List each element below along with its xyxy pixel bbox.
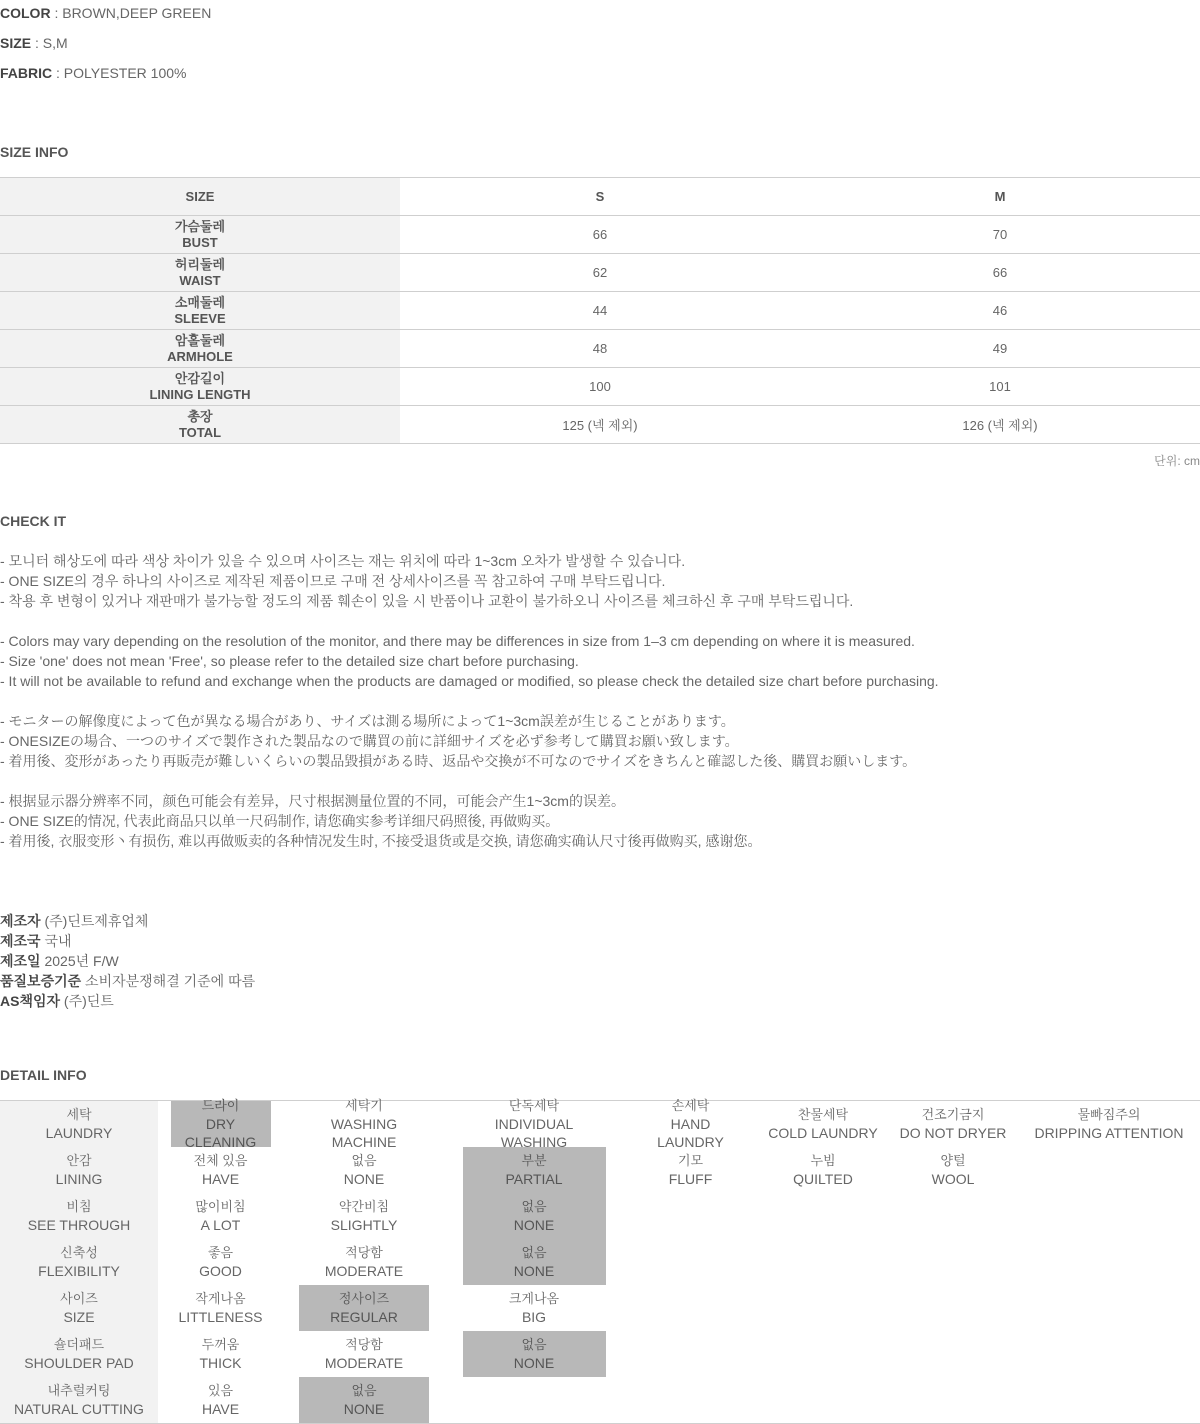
measure-label-en: LINING LENGTH bbox=[149, 386, 251, 402]
measure-label bbox=[0, 254, 400, 292]
detail-option bbox=[158, 1193, 283, 1239]
detail-option-box bbox=[9, 1285, 149, 1331]
size-spec bbox=[0, 35, 68, 51]
detail-option-selected bbox=[171, 1098, 271, 1150]
detail-en: PARTIAL bbox=[505, 1171, 563, 1187]
detail-en: SLIGHTLY bbox=[330, 1217, 398, 1233]
detail-option-box bbox=[898, 1101, 1008, 1147]
detail-ko: 없음 bbox=[351, 1153, 377, 1168]
detail-option-box bbox=[9, 1147, 149, 1193]
size-header-m: M bbox=[800, 178, 1200, 216]
detail-ko: 단독세탁 bbox=[508, 1098, 560, 1113]
detail-option bbox=[1018, 1239, 1200, 1285]
country-label: 제조국 bbox=[0, 933, 41, 949]
detail-option bbox=[888, 1193, 1018, 1239]
check-it-title: CHECK IT bbox=[0, 513, 67, 529]
manufacturer-row bbox=[0, 911, 255, 931]
detail-option-box bbox=[463, 1098, 606, 1150]
detail-option-box bbox=[299, 1239, 429, 1285]
detail-option bbox=[888, 1331, 1018, 1377]
check-it-korean bbox=[0, 551, 853, 611]
detail-ko: 양털 bbox=[940, 1153, 966, 1168]
measure-label bbox=[0, 292, 400, 330]
detail-table bbox=[0, 1100, 1200, 1424]
detail-en: COLD LAUNDRY bbox=[768, 1125, 878, 1141]
detail-ko: 전체 있음 bbox=[193, 1153, 248, 1168]
detail-option bbox=[1018, 1377, 1200, 1424]
size-value-s: 48 bbox=[400, 330, 800, 368]
detail-ko: 적당함 bbox=[345, 1245, 383, 1260]
detail-option bbox=[158, 1147, 283, 1193]
detail-option bbox=[888, 1147, 1018, 1193]
measure-label bbox=[0, 406, 400, 444]
check-line: - Colors may vary depending on the resolution of the monitor, and there may be differences in size from 1–3 cm depending on where it is measured. bbox=[0, 633, 915, 649]
detail-option bbox=[283, 1377, 445, 1424]
manufacturer-value: (주)딘트제휴업체 bbox=[40, 913, 149, 929]
detail-en: MODERATE bbox=[324, 1355, 404, 1371]
detail-option bbox=[623, 1239, 758, 1285]
color-label: COLOR bbox=[0, 5, 51, 21]
detail-ko: 찬물세탁 bbox=[797, 1107, 849, 1122]
table-row bbox=[0, 368, 1200, 406]
measure-label-en: BUST bbox=[182, 234, 218, 250]
detail-ko: 건조기금지 bbox=[921, 1107, 985, 1122]
detail-ko: 두꺼움 bbox=[201, 1337, 240, 1352]
table-row bbox=[0, 254, 1200, 292]
detail-en: NONE bbox=[343, 1401, 385, 1417]
detail-option bbox=[283, 1098, 445, 1150]
fabric-label: FABRIC bbox=[0, 65, 53, 81]
detail-option-selected bbox=[463, 1239, 606, 1285]
maker-info bbox=[0, 911, 255, 1011]
detail-option-box bbox=[1034, 1101, 1184, 1147]
detail-ko: 안감 bbox=[66, 1153, 92, 1168]
detail-en: NATURAL CUTTING bbox=[14, 1401, 144, 1417]
detail-row bbox=[0, 1193, 1200, 1239]
detail-ko: 세탁기 bbox=[345, 1098, 383, 1113]
check-line: - 着用後, 衣服变形丶有损伤, 难以再做贩卖的各种情况发生时, 不接受退货或是交换, 请您确实确认尺寸後再做购买, 感谢您。 bbox=[0, 833, 762, 849]
detail-option-selected bbox=[463, 1147, 606, 1193]
detail-row bbox=[0, 1239, 1200, 1285]
detail-option-box bbox=[9, 1193, 149, 1239]
detail-ko: 숄더패드 bbox=[53, 1337, 105, 1352]
detail-option bbox=[158, 1331, 283, 1377]
check-line: - モニターの解像度によって色が異なる場合があり、サイズは測る場所によって1~3cm誤差が生じることがあります。 bbox=[0, 713, 735, 729]
as-value: (주)딘트 bbox=[60, 993, 114, 1009]
detail-option bbox=[445, 1193, 623, 1239]
detail-option-box bbox=[463, 1285, 606, 1331]
detail-option-selected bbox=[463, 1331, 606, 1377]
detail-ko: 좋음 bbox=[207, 1245, 234, 1260]
detail-option-box bbox=[299, 1331, 429, 1377]
unit-note: 단위: cm bbox=[1154, 454, 1200, 468]
size-value-m: 70 bbox=[800, 216, 1200, 254]
detail-option bbox=[283, 1147, 445, 1193]
detail-en: GOOD bbox=[199, 1263, 242, 1279]
detail-option-box bbox=[299, 1147, 429, 1193]
detail-en: REGULAR bbox=[330, 1309, 398, 1325]
detail-ko: 신축성 bbox=[60, 1245, 98, 1260]
detail-en: NONE bbox=[513, 1263, 555, 1279]
detail-en: THICK bbox=[199, 1355, 242, 1371]
check-it-japanese bbox=[0, 711, 916, 771]
check-line: - 根据显示器分辨率不同，颜色可能会有差异，尺寸根据测量位置的不同，可能会产生1~3cm的误差。 bbox=[0, 793, 625, 809]
detail-option bbox=[1018, 1193, 1200, 1239]
detail-option bbox=[888, 1285, 1018, 1331]
as-label: AS책임자 bbox=[0, 993, 61, 1009]
detail-category bbox=[0, 1101, 158, 1148]
detail-en: LAUNDRY bbox=[45, 1125, 113, 1141]
detail-option-box bbox=[9, 1331, 149, 1377]
detail-en: HAVE bbox=[201, 1401, 240, 1417]
detail-ko: 적당함 bbox=[345, 1337, 383, 1352]
detail-en: MODERATE bbox=[324, 1263, 404, 1279]
size-value-s: 44 bbox=[400, 292, 800, 330]
size-value-m: 46 bbox=[800, 292, 1200, 330]
detail-ko: 정사이즈 bbox=[338, 1291, 390, 1306]
color-spec bbox=[0, 5, 211, 21]
measure-label-en: ARMHOLE bbox=[167, 348, 233, 364]
detail-option-box bbox=[9, 1239, 149, 1285]
size-value-s: 66 bbox=[400, 216, 800, 254]
detail-option bbox=[283, 1239, 445, 1285]
detail-ko: 작게나옴 bbox=[195, 1291, 246, 1306]
detail-en: DO NOT DRYER bbox=[899, 1125, 1007, 1141]
detail-option-box bbox=[636, 1098, 746, 1150]
detail-option bbox=[758, 1193, 888, 1239]
detail-ko: 드라이 bbox=[201, 1098, 240, 1113]
measure-label-ko: 안감길이 bbox=[174, 370, 226, 386]
detail-option bbox=[888, 1239, 1018, 1285]
detail-option bbox=[1018, 1331, 1200, 1377]
measure-label-en: SLEEVE bbox=[174, 310, 226, 326]
measure-label bbox=[0, 330, 400, 368]
check-line: - 着用後、変形があったり再販売が難しいくらいの製品毀損がある時、返品や交換が不可なのでサイズをきちんと確認した後、購買お願いします。 bbox=[0, 753, 917, 769]
detail-category bbox=[0, 1193, 158, 1239]
detail-ko: 약간비침 bbox=[338, 1199, 390, 1214]
detail-en: SHOULDER PAD bbox=[24, 1355, 134, 1371]
detail-en: WASHING MACHINE bbox=[330, 1116, 398, 1150]
detail-option bbox=[158, 1098, 283, 1150]
detail-en: A LOT bbox=[200, 1217, 241, 1233]
quality-value: 소비자분쟁해결 기준에 따름 bbox=[81, 973, 256, 989]
detail-en: HAVE bbox=[201, 1171, 240, 1187]
detail-category bbox=[0, 1377, 158, 1424]
check-it-chinese bbox=[0, 791, 761, 851]
detail-option-box bbox=[9, 1377, 149, 1423]
check-line: - Size 'one' does not mean 'Free', so please refer to the detailed size chart before purchasing. bbox=[0, 653, 579, 669]
detail-option bbox=[158, 1377, 283, 1424]
detail-option bbox=[888, 1377, 1018, 1424]
detail-ko: 기모 bbox=[677, 1153, 704, 1168]
detail-en: HAND LAUNDRY bbox=[657, 1116, 724, 1150]
table-row bbox=[0, 330, 1200, 368]
measure-label-ko: 허리둘레 bbox=[174, 256, 226, 272]
size-value-s: 62 bbox=[400, 254, 800, 292]
detail-option-box bbox=[171, 1285, 271, 1331]
table-row bbox=[0, 406, 1200, 444]
size-header-s: S bbox=[400, 178, 800, 216]
size-value-m: 66 bbox=[800, 254, 1200, 292]
check-line: - ONE SIZE的情况, 代表此商品只以单一尺码制作, 请您确实参考详细尺码照後, 再做购买。 bbox=[0, 813, 560, 829]
detail-row bbox=[0, 1147, 1200, 1193]
detail-en: INDIVIDUAL WASHING bbox=[494, 1116, 574, 1150]
detail-en: NONE bbox=[513, 1217, 555, 1233]
detail-en: WOOL bbox=[931, 1171, 975, 1187]
size-table-header bbox=[0, 178, 1200, 216]
check-it-english bbox=[0, 631, 939, 691]
detail-en: SIZE bbox=[63, 1309, 95, 1325]
detail-option bbox=[283, 1331, 445, 1377]
detail-en: DRIPPING ATTENTION bbox=[1034, 1125, 1184, 1141]
detail-ko: 물빠짐주의 bbox=[1077, 1107, 1141, 1122]
detail-option-box bbox=[171, 1239, 271, 1285]
detail-info-title: DETAIL INFO bbox=[0, 1067, 87, 1083]
size-header-label: SIZE bbox=[0, 178, 400, 216]
table-row bbox=[0, 216, 1200, 254]
detail-option bbox=[623, 1285, 758, 1331]
check-line: - 착용 후 변형이 있거나 재판매가 불가능할 정도의 제품 훼손이 있을 시 반품이나 교환이 불가하오니 사이즈를 체크하신 후 구매 부탁드립니다. bbox=[0, 593, 854, 609]
date-row bbox=[0, 951, 255, 971]
check-line: - 모니터 해상도에 따라 색상 차이가 있을 수 있으며 사이즈는 재는 위치에 따라 1~3cm 오차가 발생할 수 있습니다. bbox=[0, 553, 686, 569]
detail-option bbox=[283, 1193, 445, 1239]
detail-ko: 없음 bbox=[521, 1245, 547, 1260]
quality-label: 품질보증기준 bbox=[0, 973, 82, 989]
detail-option-box bbox=[9, 1101, 149, 1147]
detail-option bbox=[623, 1147, 758, 1193]
detail-option-box bbox=[299, 1098, 429, 1150]
size-value-s: 125 (넥 제외) bbox=[400, 406, 800, 444]
detail-option-box bbox=[171, 1193, 271, 1239]
detail-category bbox=[0, 1239, 158, 1285]
detail-option-box bbox=[768, 1101, 878, 1147]
table-row bbox=[0, 292, 1200, 330]
detail-category bbox=[0, 1147, 158, 1193]
fabric-spec bbox=[0, 65, 186, 81]
detail-ko: 비침 bbox=[66, 1199, 92, 1214]
detail-en: FLUFF bbox=[668, 1171, 713, 1187]
detail-en: DRY CLEANING bbox=[184, 1116, 257, 1150]
detail-option-selected bbox=[299, 1285, 429, 1331]
detail-ko: 있음 bbox=[207, 1383, 234, 1398]
detail-ko: 많이비침 bbox=[195, 1199, 246, 1214]
detail-option bbox=[623, 1098, 758, 1150]
measure-label-en: TOTAL bbox=[178, 424, 222, 440]
detail-en: LINING bbox=[55, 1171, 103, 1187]
detail-ko: 세탁 bbox=[66, 1107, 92, 1122]
check-line: - ONE SIZE의 경우 하나의 사이즈로 제작된 제품이므로 구매 전 상세사이즈를 꼭 참고하여 구매 부탁드립니다. bbox=[0, 573, 666, 589]
detail-en: NONE bbox=[343, 1171, 385, 1187]
detail-option bbox=[623, 1377, 758, 1424]
detail-option bbox=[623, 1331, 758, 1377]
check-line: - It will not be available to refund and exchange when the products are damaged or modified, so please check the detailed size chart before purchasing. bbox=[0, 673, 939, 689]
detail-option bbox=[758, 1377, 888, 1424]
measure-label bbox=[0, 368, 400, 406]
detail-ko: 없음 bbox=[351, 1383, 377, 1398]
fabric-value: : POLYESTER 100% bbox=[52, 65, 187, 81]
detail-option bbox=[445, 1147, 623, 1193]
detail-option bbox=[758, 1101, 888, 1148]
detail-option-box bbox=[768, 1147, 878, 1193]
detail-category bbox=[0, 1331, 158, 1377]
detail-option bbox=[445, 1377, 623, 1424]
size-value-m: 126 (넥 제외) bbox=[800, 406, 1200, 444]
date-value: 2025년 F/W bbox=[40, 953, 119, 969]
detail-option bbox=[283, 1285, 445, 1331]
detail-row bbox=[0, 1377, 1200, 1424]
detail-option bbox=[758, 1239, 888, 1285]
detail-en: NONE bbox=[513, 1355, 555, 1371]
detail-option bbox=[1018, 1101, 1200, 1148]
size-label: SIZE bbox=[0, 35, 32, 51]
detail-en: FLEXIBILITY bbox=[38, 1263, 120, 1279]
detail-option-box bbox=[636, 1147, 746, 1193]
detail-en: BIG bbox=[521, 1309, 547, 1325]
size-value: : S,M bbox=[31, 35, 68, 51]
detail-option bbox=[445, 1331, 623, 1377]
manufacturer-label: 제조자 bbox=[0, 913, 41, 929]
size-value-m: 101 bbox=[800, 368, 1200, 406]
detail-ko: 내추럴커팅 bbox=[47, 1383, 111, 1398]
detail-option bbox=[445, 1239, 623, 1285]
size-value-s: 100 bbox=[400, 368, 800, 406]
measure-label-ko: 소매둘레 bbox=[174, 294, 226, 310]
detail-en: LITTLENESS bbox=[178, 1309, 263, 1325]
detail-option-box bbox=[299, 1193, 429, 1239]
size-info-title: SIZE INFO bbox=[0, 144, 69, 160]
detail-option bbox=[623, 1193, 758, 1239]
detail-ko: 크게나옴 bbox=[508, 1291, 560, 1306]
detail-option bbox=[445, 1098, 623, 1150]
detail-option bbox=[1018, 1285, 1200, 1331]
detail-ko: 누빔 bbox=[810, 1153, 836, 1168]
detail-row bbox=[0, 1285, 1200, 1331]
detail-ko: 손세탁 bbox=[671, 1098, 710, 1113]
detail-option bbox=[158, 1239, 283, 1285]
detail-ko: 없음 bbox=[521, 1337, 547, 1352]
detail-option bbox=[888, 1101, 1018, 1148]
color-value: : BROWN,DEEP GREEN bbox=[50, 5, 212, 21]
size-value-m: 49 bbox=[800, 330, 1200, 368]
quality-row bbox=[0, 971, 255, 991]
detail-option bbox=[758, 1331, 888, 1377]
check-line: - ONESIZEの場合、一つのサイズで製作された製品なので購買の前に詳細サイズを必ず参考して購買お願い致します。 bbox=[0, 733, 739, 749]
as-row bbox=[0, 991, 255, 1011]
detail-ko: 사이즈 bbox=[60, 1291, 98, 1306]
detail-option-selected bbox=[299, 1377, 429, 1423]
detail-option bbox=[158, 1285, 283, 1331]
country-value: 국내 bbox=[40, 933, 72, 949]
measure-label-en: WAIST bbox=[179, 272, 221, 288]
detail-row bbox=[0, 1101, 1200, 1148]
country-row bbox=[0, 931, 255, 951]
measure-label-ko: 총장 bbox=[187, 408, 213, 424]
detail-option bbox=[1018, 1147, 1200, 1193]
detail-ko: 없음 bbox=[521, 1199, 547, 1214]
detail-option-box bbox=[898, 1147, 1008, 1193]
detail-option bbox=[758, 1147, 888, 1193]
measure-label bbox=[0, 216, 400, 254]
size-table bbox=[0, 177, 1200, 444]
detail-option-selected bbox=[463, 1193, 606, 1239]
detail-option-box bbox=[171, 1377, 271, 1423]
detail-en: QUILTED bbox=[793, 1171, 853, 1187]
detail-ko: 부분 bbox=[521, 1153, 547, 1168]
detail-option bbox=[758, 1285, 888, 1331]
detail-option bbox=[445, 1285, 623, 1331]
measure-label-ko: 가슴둘레 bbox=[174, 218, 226, 234]
detail-category bbox=[0, 1285, 158, 1331]
detail-en: SEE THROUGH bbox=[27, 1217, 131, 1233]
detail-option-box bbox=[171, 1147, 271, 1193]
measure-label-ko: 암홀둘레 bbox=[174, 332, 226, 348]
detail-option-box bbox=[171, 1331, 271, 1377]
detail-row bbox=[0, 1331, 1200, 1377]
date-label: 제조일 bbox=[0, 953, 41, 969]
